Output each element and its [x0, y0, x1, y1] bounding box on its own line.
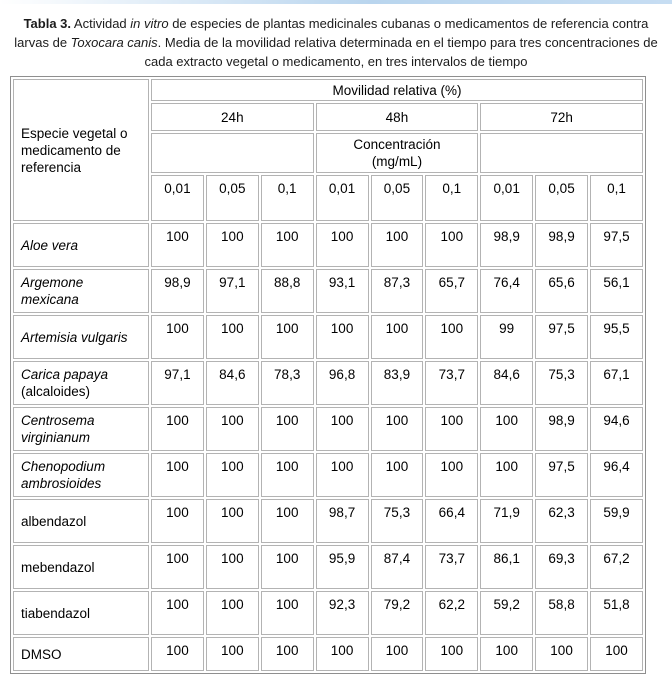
mobility-value-cell: 100	[371, 407, 424, 451]
mobility-value-cell: 100	[425, 315, 478, 359]
mobility-value-cell: 62,2	[425, 591, 478, 635]
corner-header-cell: Especie vegetal o medicamento de referencia	[13, 79, 149, 221]
mobility-value-cell: 65,6	[535, 269, 588, 313]
concentration-label: Concentración (mg/mL)	[353, 137, 441, 169]
mobility-value-cell: 100	[261, 453, 314, 497]
table-row	[13, 499, 643, 543]
mobility-value-cell: 100	[151, 453, 204, 497]
mobility-value-cell: 100	[206, 315, 259, 359]
mobility-value-cell: 100	[261, 545, 314, 589]
species-latin-name: Carica papaya	[21, 367, 109, 382]
empty-header-cell	[480, 133, 643, 173]
mobility-value-cell: 100	[316, 223, 369, 267]
concentration-header-cell: 0,05	[535, 175, 588, 221]
table-row	[13, 407, 643, 451]
mobility-value-cell: 58,8	[535, 591, 588, 635]
mobility-value-cell: 100	[480, 453, 533, 497]
mobility-value-cell: 100	[316, 453, 369, 497]
mobility-value-cell: 100	[371, 637, 424, 671]
mobility-value-cell: 87,4	[371, 545, 424, 589]
species-name-cell	[13, 269, 149, 313]
mobility-value-cell: 100	[206, 591, 259, 635]
mobility-value-cell: 73,7	[425, 545, 478, 589]
mobility-value-cell: 66,4	[425, 499, 478, 543]
caption-text: de especies de plantas medicinales cubanas o medicamentos de referencia contra larvas de	[14, 16, 649, 50]
mobility-value-cell: 100	[425, 637, 478, 671]
mobility-value-cell: 100	[480, 407, 533, 451]
mobility-value-cell: 98,9	[535, 223, 588, 267]
mobility-value-cell: 100	[206, 637, 259, 671]
mobility-value-cell: 100	[151, 315, 204, 359]
mobility-value-cell: 59,2	[480, 591, 533, 635]
concentration-header-cell: 0,05	[371, 175, 424, 221]
table-row	[13, 315, 643, 359]
mobility-value-cell: 97,1	[206, 269, 259, 313]
time-header-72h: 72h	[480, 103, 643, 131]
time-header-24h: 24h	[151, 103, 314, 131]
mobility-value-cell: 98,9	[480, 223, 533, 267]
mobility-value-cell: 100	[535, 637, 588, 671]
mobility-value-cell: 65,7	[425, 269, 478, 313]
mobility-value-cell: 100	[151, 637, 204, 671]
mobility-value-cell: 100	[261, 499, 314, 543]
table-row	[13, 361, 643, 405]
mobility-value-cell: 69,3	[535, 545, 588, 589]
table-header	[13, 79, 643, 221]
table-row	[13, 453, 643, 497]
species-latin-name: Chenopodium ambrosioides	[21, 459, 106, 491]
mobility-value-cell: 100	[590, 637, 643, 671]
caption-text: Actividad	[71, 16, 131, 31]
table-body	[13, 223, 643, 671]
mobility-value-cell: 96,4	[590, 453, 643, 497]
concentration-header-cell: 0,01	[151, 175, 204, 221]
mobility-value-cell: 100	[261, 407, 314, 451]
empty-header-cell	[151, 133, 314, 173]
species-latin-name: Centrosema virginianum	[21, 413, 95, 445]
species-latin-name: Argemone mexicana	[21, 275, 84, 307]
mobility-value-cell: 100	[261, 223, 314, 267]
mobility-value-cell: 56,1	[590, 269, 643, 313]
mobility-value-cell: 100	[371, 223, 424, 267]
mobility-value-cell: 100	[261, 637, 314, 671]
concentration-header-cell: 0,05	[206, 175, 259, 221]
top-decorative-bar	[0, 0, 672, 4]
mobility-value-cell: 71,9	[480, 499, 533, 543]
species-name-cell	[13, 453, 149, 497]
mobility-value-cell: 88,8	[261, 269, 314, 313]
mobility-value-cell: 100	[425, 223, 478, 267]
mobility-value-cell: 100	[151, 545, 204, 589]
table-row	[13, 637, 643, 671]
mobility-value-cell: 97,5	[535, 315, 588, 359]
mobility-value-cell: 100	[151, 223, 204, 267]
mobility-value-cell: 73,7	[425, 361, 478, 405]
mobility-value-cell: 95,9	[316, 545, 369, 589]
mobility-value-cell: 98,9	[535, 407, 588, 451]
mobility-value-cell: 78,3	[261, 361, 314, 405]
mobility-value-cell: 93,1	[316, 269, 369, 313]
mobility-value-cell: 100	[206, 545, 259, 589]
mobility-value-cell: 100	[425, 407, 478, 451]
mobility-value-cell: 62,3	[535, 499, 588, 543]
mobility-value-cell: 97,5	[535, 453, 588, 497]
species-name-cell	[13, 637, 149, 671]
mobility-header-cell: Movilidad relativa (%)	[151, 79, 643, 101]
mobility-value-cell: 67,1	[590, 361, 643, 405]
species-name-cell	[13, 499, 149, 543]
mobility-value-cell: 59,9	[590, 499, 643, 543]
concentration-label-cell	[316, 133, 479, 173]
species-name-cell	[13, 315, 149, 359]
mobility-value-cell: 100	[206, 223, 259, 267]
mobility-value-cell: 99	[480, 315, 533, 359]
header-row-mobility	[13, 79, 643, 101]
mobility-value-cell: 100	[316, 637, 369, 671]
mobility-value-cell: 86,1	[480, 545, 533, 589]
table-row	[13, 223, 643, 267]
species-regular-name: mebendazol	[21, 559, 95, 575]
mobility-value-cell: 100	[316, 407, 369, 451]
concentration-header-cell: 0,1	[425, 175, 478, 221]
concentration-header-cell: 0,1	[261, 175, 314, 221]
mobility-value-cell: 100	[261, 591, 314, 635]
mobility-value-cell: 75,3	[535, 361, 588, 405]
mobility-value-cell: 100	[151, 499, 204, 543]
mobility-value-cell: 84,6	[206, 361, 259, 405]
mobility-value-cell: 100	[316, 315, 369, 359]
mobility-value-cell: 67,2	[590, 545, 643, 589]
caption-italic-term: in vitro	[130, 16, 169, 31]
time-header-48h: 48h	[316, 103, 479, 131]
concentration-header-cell: 0,01	[480, 175, 533, 221]
caption-label: Tabla 3.	[23, 16, 72, 31]
mobility-value-cell: 100	[151, 591, 204, 635]
concentration-header-cell: 0,1	[590, 175, 643, 221]
mobility-value-cell: 98,7	[316, 499, 369, 543]
mobility-value-cell: 100	[425, 453, 478, 497]
table-row	[13, 269, 643, 313]
mobility-value-cell: 75,3	[371, 499, 424, 543]
mobility-value-cell: 100	[206, 407, 259, 451]
mobility-value-cell: 95,5	[590, 315, 643, 359]
mobility-value-cell: 76,4	[480, 269, 533, 313]
mobility-value-cell: 100	[371, 315, 424, 359]
species-regular-name: tiabendazol	[21, 605, 91, 621]
species-name-cell	[13, 223, 149, 267]
species-name-cell	[13, 591, 149, 635]
caption-text: . Media de la movilidad relativa determinada en el tiempo para tres concentraciones de cada extracto vegetal o medicamento, en tres intervalos de tiempo	[144, 35, 658, 69]
mobility-value-cell: 79,2	[371, 591, 424, 635]
species-name-cell	[13, 545, 149, 589]
table-row	[13, 591, 643, 635]
mobility-value-cell: 100	[480, 637, 533, 671]
caption-italic-species: Toxocara canis	[70, 35, 158, 50]
mobility-value-cell: 100	[151, 407, 204, 451]
mobility-value-cell: 51,8	[590, 591, 643, 635]
species-regular-name: (alcaloides)	[21, 384, 91, 399]
mobility-value-cell: 84,6	[480, 361, 533, 405]
table-row	[13, 545, 643, 589]
species-latin-name: Aloe vera	[21, 237, 79, 253]
mobility-value-cell: 94,6	[590, 407, 643, 451]
species-name-cell	[13, 361, 149, 405]
mobility-value-cell: 100	[206, 499, 259, 543]
results-table	[10, 76, 646, 674]
mobility-value-cell: 87,3	[371, 269, 424, 313]
mobility-value-cell: 97,5	[590, 223, 643, 267]
table-caption	[12, 14, 660, 71]
species-regular-name: albendazol	[21, 513, 87, 529]
mobility-value-cell: 92,3	[316, 591, 369, 635]
mobility-value-cell: 100	[261, 315, 314, 359]
mobility-value-cell: 98,9	[151, 269, 204, 313]
mobility-value-cell: 100	[371, 453, 424, 497]
species-regular-name: DMSO	[21, 646, 62, 662]
species-latin-name: Artemisia vulgaris	[21, 329, 128, 345]
species-name-cell	[13, 407, 149, 451]
mobility-value-cell: 100	[206, 453, 259, 497]
concentration-header-cell: 0,01	[316, 175, 369, 221]
mobility-value-cell: 96,8	[316, 361, 369, 405]
mobility-value-cell: 83,9	[371, 361, 424, 405]
mobility-value-cell: 97,1	[151, 361, 204, 405]
